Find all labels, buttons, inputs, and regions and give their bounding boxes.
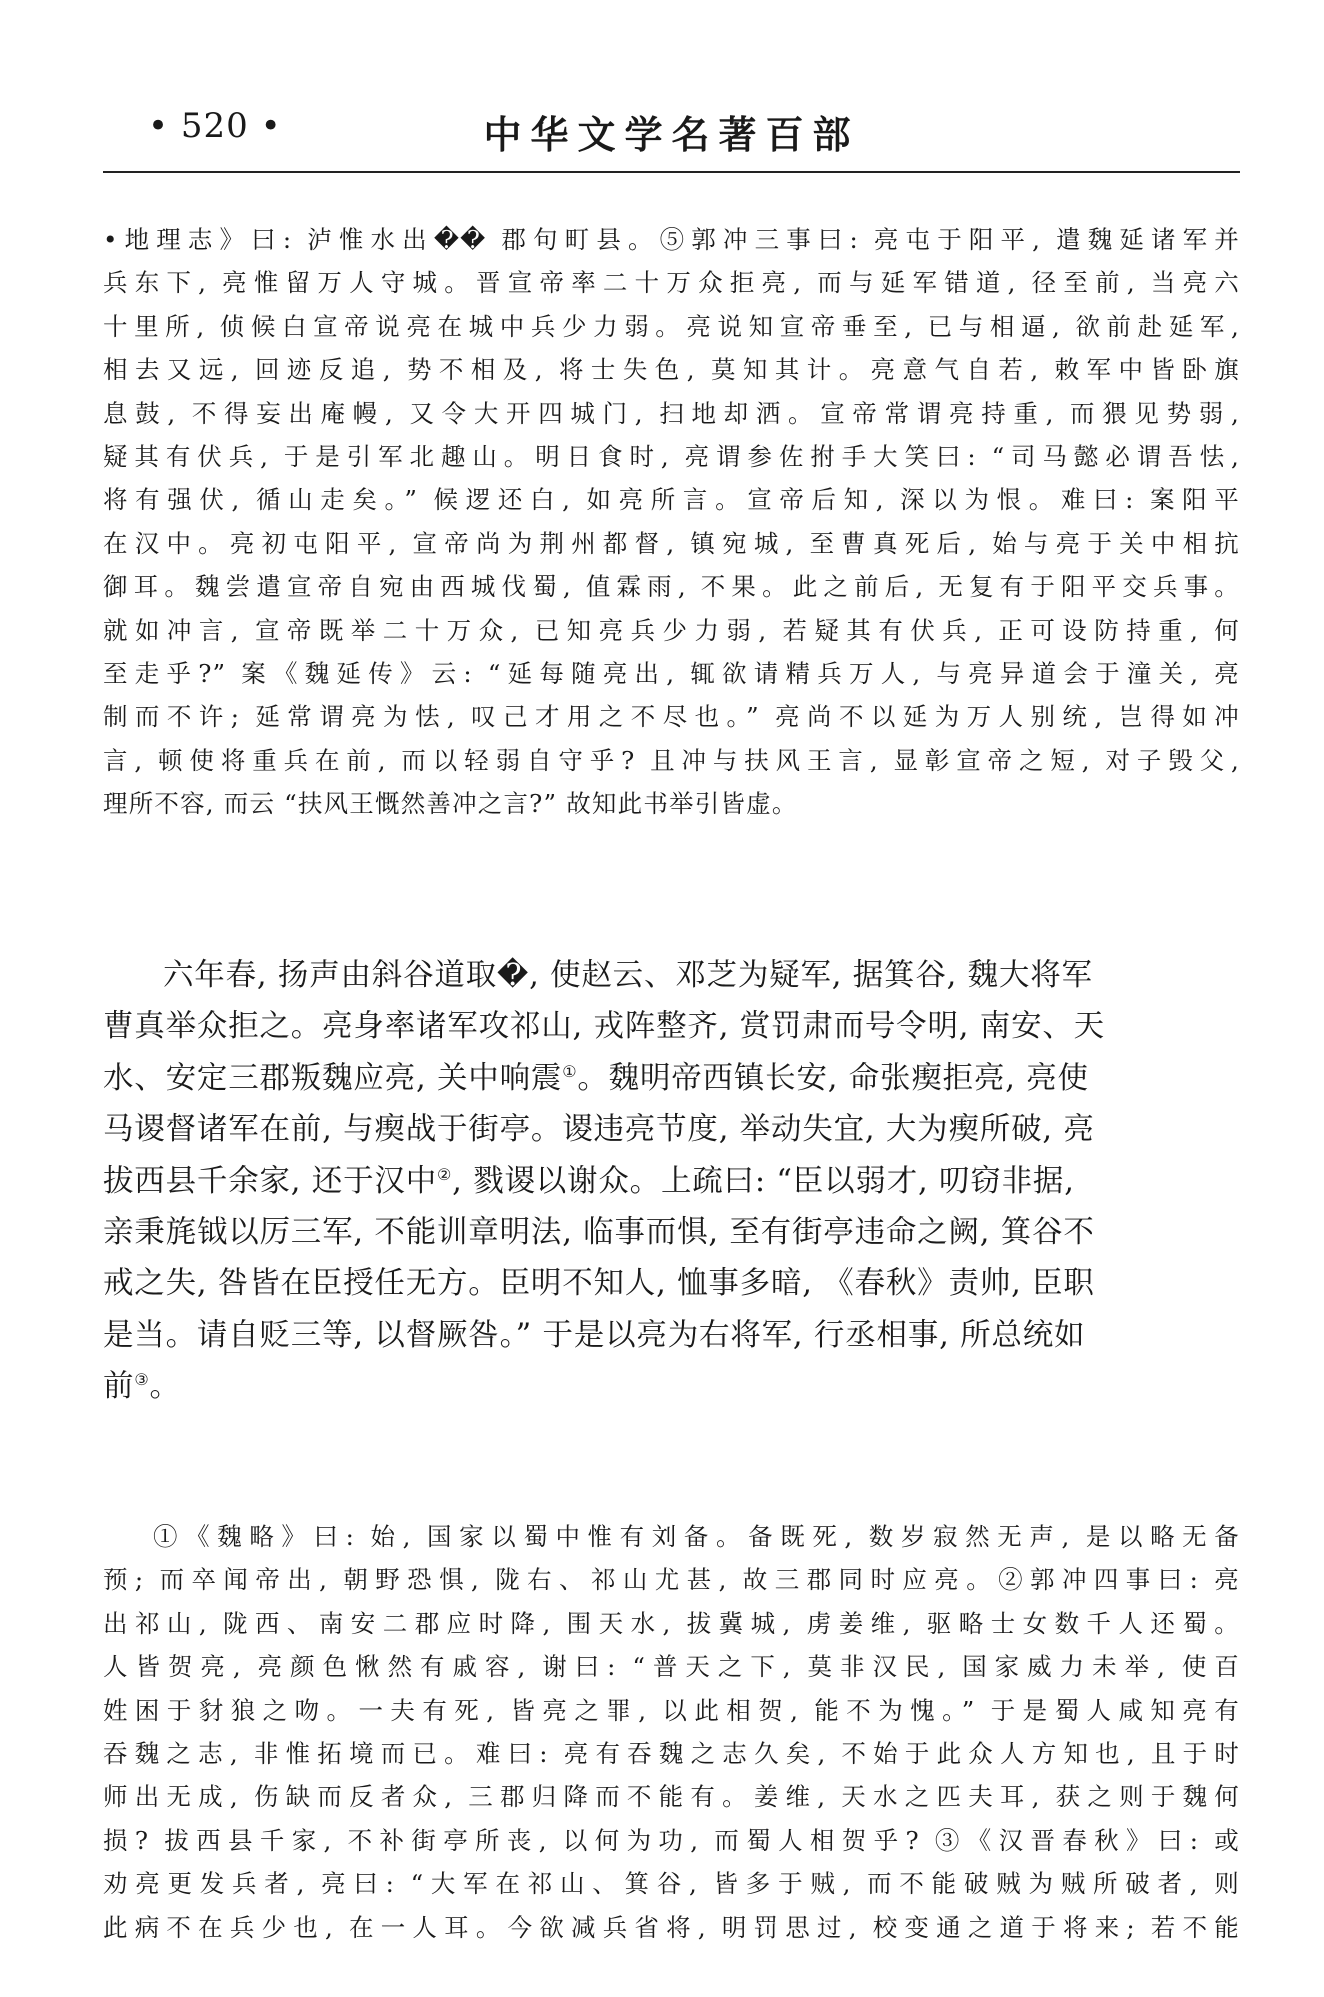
annotation-block-bottom: [103, 1515, 1240, 1949]
note-line: 出祁山, 陇西、南安二郡应时降, 围天水, 拔冀城, 虏姜维, 驱略士女数千人还蜀。: [103, 1608, 1240, 1638]
main-line: 六年春, 扬声由斜谷道取�, 使赵云、邓芝为疑军, 据箕谷, 魏大将军: [163, 958, 1093, 993]
footnote-mark: ②: [437, 1164, 453, 1184]
note-line: 至走乎?” 案《魏延传》云: “延每随亮出, 辄欲请精兵万人, 与亮异道会于潼关, 亮: [103, 658, 1240, 688]
main-line: 是当。请自贬三等, 以督厥咎。” 于是以亮为右将军, 行丞相事, 所总统如: [103, 1317, 1086, 1353]
note-line: •地理志》曰: 泸惟水出�� 郡句町县。⑤郭冲三事曰: 亮屯于阳平, 遣魏延诸军并: [103, 225, 1240, 254]
main-line-text: 前: [103, 1369, 135, 1405]
note-line: 就如冲言, 宣帝既举二十万众, 已知亮兵少力弱, 若疑其有伏兵, 正可设防持重, 何: [103, 615, 1240, 645]
note-line: 预; 而卒闻帝出, 朝野恐惧, 陇右、祁山尤甚, 故三郡同时应亮。②郭冲四事曰: 亮: [103, 1565, 1240, 1595]
note-line: ①《魏略》曰: 始, 国家以蜀中惟有刘备。备既死, 数岁寂然无声, 是以略无备: [153, 1522, 1240, 1551]
note-line: 师出无成, 伤缺而反者众, 三郡归降而不能有。姜维, 天水之匹夫耳, 获之则于魏何: [103, 1782, 1240, 1812]
note-line: 御耳。魏尝遣宣帝自宛由西城伐蜀, 值霖雨, 不果。此之前后, 无复有于阳平交兵事。: [103, 572, 1240, 602]
note-line: 疑其有伏兵, 于是引军北趣山。明日食时, 亮谓参佐拊手大笑曰: “司马懿必谓吾怯,: [103, 441, 1240, 471]
note-line: 吞魏之志, 非惟拓境而已。难曰: 亮有吞魏之志久矣, 不始于此众人方知也, 且于时: [103, 1738, 1240, 1768]
book-page: [103, 100, 1240, 1980]
note-line: 人皆贺亮, 亮颜色愀然有戚容, 谢曰: “普天之下, 莫非汉民, 国家威力未举, 使百: [103, 1652, 1240, 1682]
main-line-text: 水、安定三郡叛魏应亮, 关中响震: [103, 1060, 563, 1096]
footnote-mark: ①: [562, 1061, 578, 1081]
main-line: 曹真举众拒之。亮身率诸军攻祁山, 戎阵整齐, 赏罚肃而号令明, 南安、天: [103, 1009, 1105, 1045]
footnote-mark: ③: [134, 1369, 150, 1389]
main-line: [103, 1053, 1240, 1104]
main-line: [103, 1156, 1240, 1207]
main-line-text: , 戮谡以谢众。上疏曰: “臣以弱才, 叨窃非据,: [452, 1163, 1075, 1199]
note-line: 在汉中。亮初屯阳平, 宣帝尚为荆州都督, 镇宛城, 至曹真死后, 始与亮于关中相抗: [103, 528, 1240, 558]
note-line: 将有强伏, 循山走矣。” 候逻还白, 如亮所言。宣帝后知, 深以为恨。难曰: 案阳平: [103, 485, 1240, 515]
note-line: 十里所, 侦候白宣帝说亮在城中兵少力弱。亮说知宣帝垂至, 已与相逼, 欲前赴延军,: [103, 311, 1240, 341]
main-line: 戒之失, 咎皆在臣授任无方。臣明不知人, 恤事多暗, 《春秋》责帅, 臣职: [103, 1266, 1095, 1302]
header-rule: [103, 171, 1240, 173]
page-header: [103, 100, 1240, 168]
main-line-text: 。: [149, 1369, 181, 1405]
note-line: 理所不容, 而云 “扶风王慨然善冲之言?” 故知此书举引皆虚。: [103, 789, 798, 819]
annotation-block-top: [103, 218, 1240, 825]
note-line: 言, 顿使将重兵在前, 而以轻弱自守乎? 且冲与扶风王言, 显彰宣帝之短, 对子毁父,: [103, 745, 1240, 775]
main-line: 马谡督诸军在前, 与瘈战于街亭。谡违亮节度, 举动失宜, 大为瘈所破, 亮: [103, 1112, 1095, 1148]
book-title: 中华文学名著百部: [483, 112, 860, 157]
note-line: 劝亮更发兵者, 亮曰: “大军在祁山、箕谷, 皆多于贼, 而不能破贼为贼所破者, 则: [103, 1869, 1240, 1899]
main-line: [103, 1361, 1240, 1412]
note-line: 兵东下, 亮惟留万人守城。晋宣帝率二十万众拒亮, 而与延军错道, 径至前, 当亮六: [103, 268, 1240, 298]
note-line: 相去又远, 回迹反追, 势不相及, 将士失色, 莫知其计。亮意气自若, 敕军中皆卧旗: [103, 355, 1240, 385]
main-line-text: 。魏明帝西镇长安, 命张瘈拒亮, 亮使: [577, 1060, 1089, 1096]
note-line: 姓困于豺狼之吻。一夫有死, 皆亮之罪, 以此相贺, 能不为愧。” 于是蜀人咸知亮有: [103, 1695, 1240, 1725]
note-line: 息鼓, 不得妄出庵幔, 又令大开四城门, 扫地却洒。宣帝常谓亮持重, 而猥见势弱,: [103, 398, 1240, 428]
note-line: 损? 拔西县千家, 不补街亭所丧, 以何为功, 而蜀人相贺乎? ③《汉晋春秋》曰: 或: [103, 1825, 1240, 1855]
main-line-text: 拔西县千余家, 还于汉中: [103, 1163, 437, 1199]
note-line: 制而不许; 延常谓亮为怯, 叹己才用之不尽也。” 亮尚不以延为万人别统, 岂得如冲: [103, 702, 1240, 732]
main-text: [103, 950, 1240, 1413]
note-line: 此病不在兵少也, 在一人耳。今欲减兵省将, 明罚思过, 校变通之道于将来; 若不能: [103, 1912, 1240, 1942]
main-line: 亲秉旄钺以厉三军, 不能训章明法, 临事而惧, 至有街亭违命之阙, 箕谷不: [103, 1214, 1095, 1250]
page-number: • 520 •: [148, 106, 282, 146]
